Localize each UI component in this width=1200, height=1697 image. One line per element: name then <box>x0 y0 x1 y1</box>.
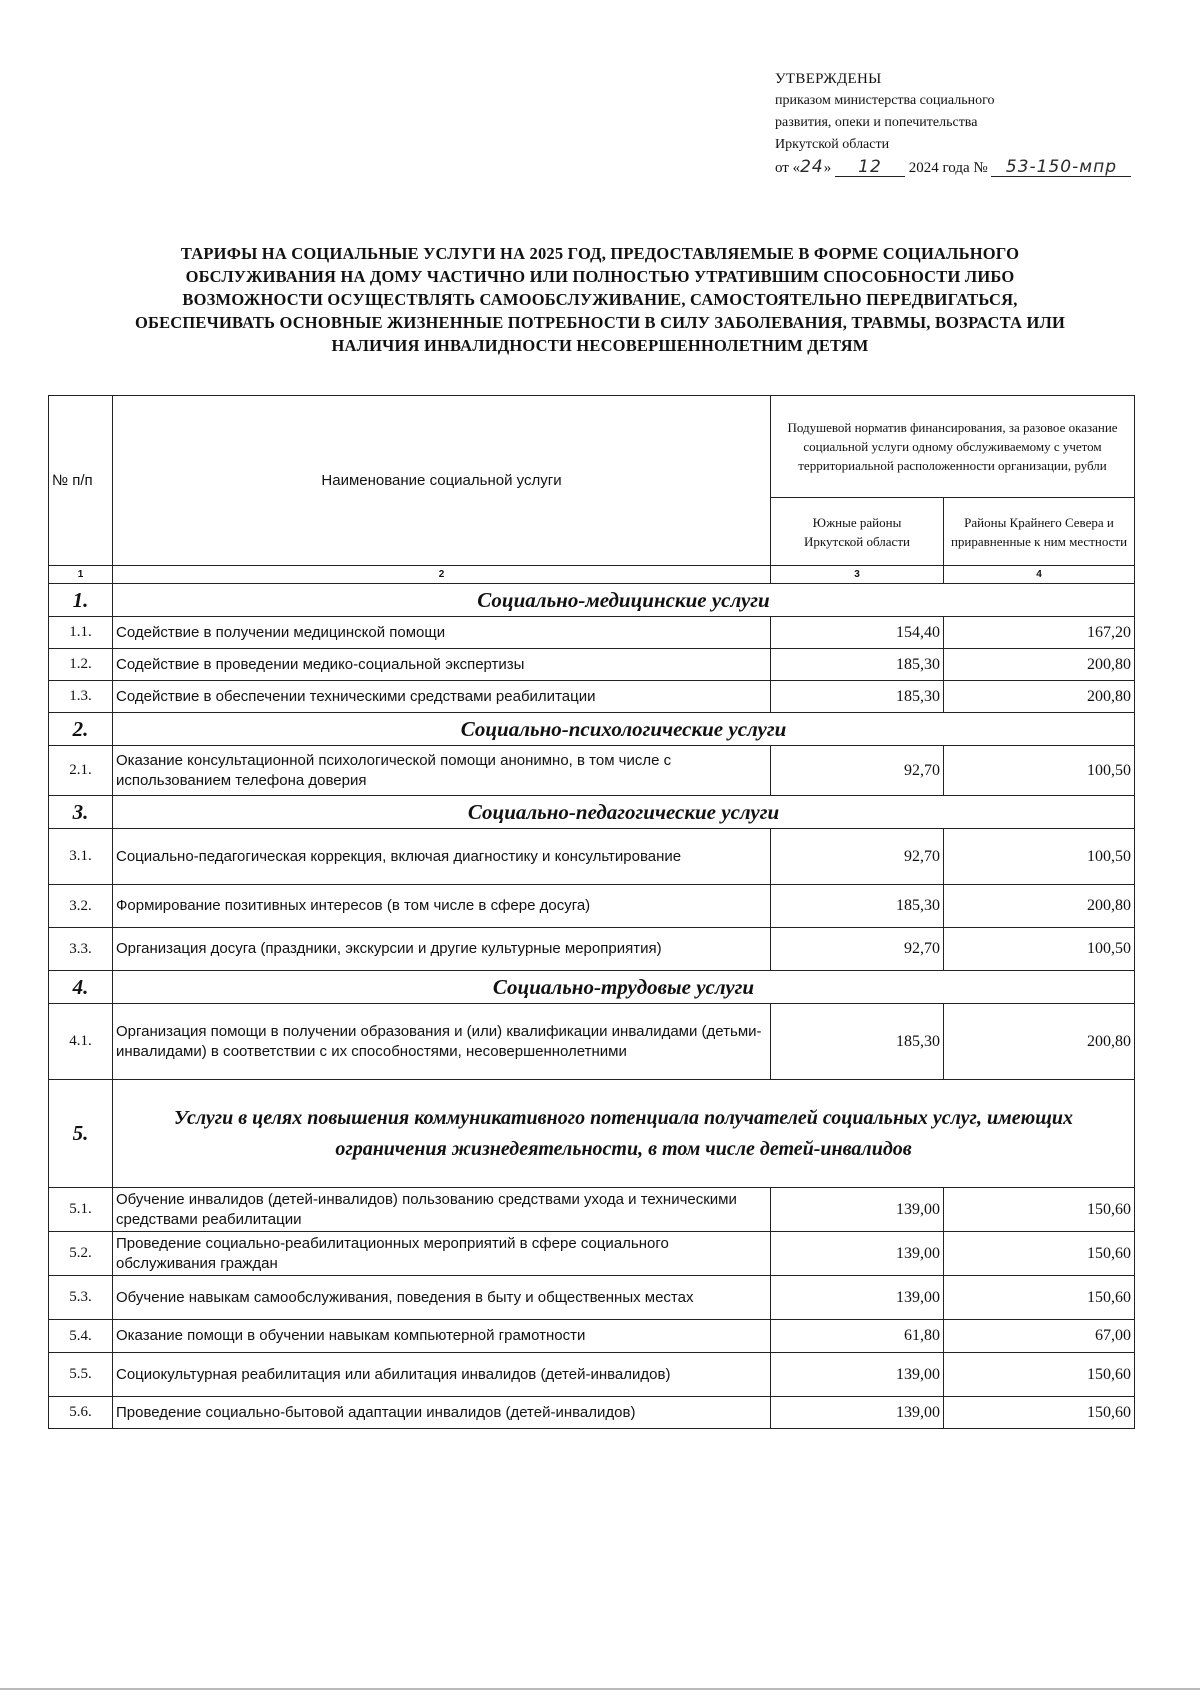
price-north: 100,50 <box>944 928 1135 971</box>
service-name: Оказание консультационной психологической помощи анонимно, в том числе с использованием телефона доверия <box>113 746 771 796</box>
service-name: Социально-педагогическая коррекция, включая диагностику и консультирование <box>113 829 771 885</box>
section-title: Социально-трудовые услуги <box>113 971 1135 1004</box>
section-number: 2. <box>49 713 113 746</box>
header-service-name: Наименование социальной услуги <box>113 396 771 566</box>
price-north: 200,80 <box>944 885 1135 928</box>
section-title: Услуги в целях повышения коммуникативного потенциала получателей социальных услуг, имеющих ограничения жизнедеятельности, в том числе детей-инвалидов <box>113 1080 1135 1188</box>
row-number: 2.1. <box>49 746 113 796</box>
section-row <box>49 584 1135 617</box>
price-south: 185,30 <box>771 649 944 681</box>
price-south: 61,80 <box>771 1320 944 1353</box>
header-norm: Подушевой норматив финансирования, за разовое оказание социальной услуги одному обслуживаемому с учетом территориальной расположенности организации, рубли <box>771 396 1135 498</box>
table-row <box>49 746 1135 796</box>
table-row <box>49 1188 1135 1232</box>
price-north: 150,60 <box>944 1276 1135 1320</box>
service-name: Организация досуга (праздники, экскурсии и другие культурные мероприятия) <box>113 928 771 971</box>
service-name: Проведение социально-реабилитационных мероприятий в сфере социального обслуживания граждан <box>113 1232 771 1276</box>
colnum-1: 1 <box>49 566 113 584</box>
section-number: 1. <box>49 584 113 617</box>
row-number: 5.1. <box>49 1188 113 1232</box>
section-row <box>49 971 1135 1004</box>
table-row <box>49 885 1135 928</box>
handwritten-order-number: 53-150-мпр <box>991 158 1131 177</box>
price-north: 100,50 <box>944 746 1135 796</box>
title-line-5: НАЛИЧИЯ ИНВАЛИДНОСТИ НЕСОВЕРШЕННОЛЕТНИМ ДЕТЯМ <box>331 336 869 355</box>
date-prefix: от « <box>775 160 801 176</box>
header-south: Южные районы Иркутской области <box>771 498 944 566</box>
section-title: Социально-педагогические услуги <box>113 796 1135 829</box>
row-number: 1.2. <box>49 649 113 681</box>
row-number: 1.3. <box>49 681 113 713</box>
row-number: 5.6. <box>49 1397 113 1429</box>
title-line-4: ОБЕСПЕЧИВАТЬ ОСНОВНЫЕ ЖИЗНЕННЫЕ ПОТРЕБНОСТИ В СИЛУ ЗАБОЛЕВАНИЯ, ТРАВМЫ, ВОЗРАСТА ИЛИ <box>134 313 1066 332</box>
service-name: Обучение инвалидов (детей-инвалидов) пользованию средствами ухода и техническими средствами реабилитации <box>113 1188 771 1232</box>
row-number: 5.2. <box>49 1232 113 1276</box>
row-number: 5.3. <box>49 1276 113 1320</box>
price-south: 139,00 <box>771 1397 944 1429</box>
price-south: 185,30 <box>771 885 944 928</box>
row-number: 1.1. <box>49 617 113 649</box>
price-south: 185,30 <box>771 1004 944 1080</box>
tariffs-table <box>48 395 1135 1429</box>
colnum-2: 2 <box>113 566 771 584</box>
service-name: Проведение социально-бытовой адаптации инвалидов (детей-инвалидов) <box>113 1397 771 1429</box>
service-name: Формирование позитивных интересов (в том числе в сфере досуга) <box>113 885 771 928</box>
service-name: Содействие в обеспечении техническими средствами реабилитации <box>113 681 771 713</box>
table-row <box>49 1353 1135 1397</box>
handwritten-month: 12 <box>835 158 905 177</box>
table-body <box>49 584 1135 1429</box>
price-south: 92,70 <box>771 746 944 796</box>
price-north: 150,60 <box>944 1397 1135 1429</box>
title-line-2: ОБСЛУЖИВАНИЯ НА ДОМУ ЧАСТИЧНО ИЛИ ПОЛНОСТЬЮ УТРАТИВШИМ СПОСОБНОСТИ ЛИБО <box>185 267 1015 286</box>
section-row <box>49 1080 1135 1188</box>
price-south: 139,00 <box>771 1232 944 1276</box>
approval-line-3: Иркутской области <box>775 137 890 152</box>
title-line-1: ТАРИФЫ НА СОЦИАЛЬНЫЕ УСЛУГИ НА 2025 ГОД, ПРЕДОСТАВЛЯЕМЫЕ В ФОРМЕ СОЦИАЛЬНОГО <box>180 244 1020 263</box>
table-row <box>49 1232 1135 1276</box>
price-south: 139,00 <box>771 1276 944 1320</box>
year-text: 2024 года № <box>908 160 988 176</box>
service-name: Социокультурная реабилитация или абилитация инвалидов (детей-инвалидов) <box>113 1353 771 1397</box>
price-north: 167,20 <box>944 617 1135 649</box>
approval-line-1: приказом министерства социального <box>775 93 995 108</box>
row-number: 3.1. <box>49 829 113 885</box>
document-title <box>40 242 1160 357</box>
approval-heading: УТВЕРЖДЕНЫ <box>775 71 882 87</box>
table-row <box>49 829 1135 885</box>
price-north: 100,50 <box>944 829 1135 885</box>
row-number: 3.2. <box>49 885 113 928</box>
service-name: Содействие в проведении медико-социальной экспертизы <box>113 649 771 681</box>
service-name: Организация помощи в получении образования и (или) квалификации инвалидами (детьми-инвалидами) в соответствии с их способностями, несовершеннолетними <box>113 1004 771 1080</box>
approval-date-line <box>775 156 1131 179</box>
section-number: 5. <box>49 1080 113 1188</box>
price-south: 185,30 <box>771 681 944 713</box>
price-north: 200,80 <box>944 1004 1135 1080</box>
price-south: 154,40 <box>771 617 944 649</box>
price-north: 200,80 <box>944 681 1135 713</box>
table-row <box>49 928 1135 971</box>
row-number: 3.3. <box>49 928 113 971</box>
colnum-4: 4 <box>944 566 1135 584</box>
price-south: 92,70 <box>771 928 944 971</box>
price-north: 67,00 <box>944 1320 1135 1353</box>
price-north: 150,60 <box>944 1232 1135 1276</box>
price-north: 200,80 <box>944 649 1135 681</box>
header-north: Районы Крайнего Севера и приравненные к ним местности <box>944 498 1135 566</box>
row-number: 4.1. <box>49 1004 113 1080</box>
title-line-3: ВОЗМОЖНОСТИ ОСУЩЕСТВЛЯТЬ САМООБСЛУЖИВАНИЕ, САМОСТОЯТЕЛЬНО ПЕРЕДВИГАТЬСЯ, <box>182 290 1018 309</box>
table-row <box>49 1397 1135 1429</box>
service-name: Содействие в получении медицинской помощи <box>113 617 771 649</box>
handwritten-day: 24 <box>800 157 824 177</box>
section-title: Социально-медицинские услуги <box>113 584 1135 617</box>
approval-block <box>775 68 1131 179</box>
price-south: 139,00 <box>771 1353 944 1397</box>
table-row <box>49 1004 1135 1080</box>
date-mid: » <box>823 160 832 176</box>
table-row <box>49 617 1135 649</box>
table-row <box>49 1276 1135 1320</box>
row-number: 5.5. <box>49 1353 113 1397</box>
colnum-3: 3 <box>771 566 944 584</box>
section-number: 4. <box>49 971 113 1004</box>
service-name: Обучение навыкам самообслуживания, поведения в быту и общественных местах <box>113 1276 771 1320</box>
table-row <box>49 1320 1135 1353</box>
price-south: 92,70 <box>771 829 944 885</box>
table-header <box>49 396 1135 584</box>
row-number: 5.4. <box>49 1320 113 1353</box>
section-row <box>49 713 1135 746</box>
price-north: 150,60 <box>944 1353 1135 1397</box>
service-name: Оказание помощи в обучении навыкам компьютерной грамотности <box>113 1320 771 1353</box>
section-row <box>49 796 1135 829</box>
price-south: 139,00 <box>771 1188 944 1232</box>
section-number: 3. <box>49 796 113 829</box>
scan-edge-line <box>0 1688 1200 1690</box>
approval-line-2: развития, опеки и попечительства <box>775 115 978 130</box>
section-title: Социально-психологические услуги <box>113 713 1135 746</box>
price-north: 150,60 <box>944 1188 1135 1232</box>
table-row <box>49 649 1135 681</box>
table-row <box>49 681 1135 713</box>
header-num: № п/п <box>49 396 113 566</box>
